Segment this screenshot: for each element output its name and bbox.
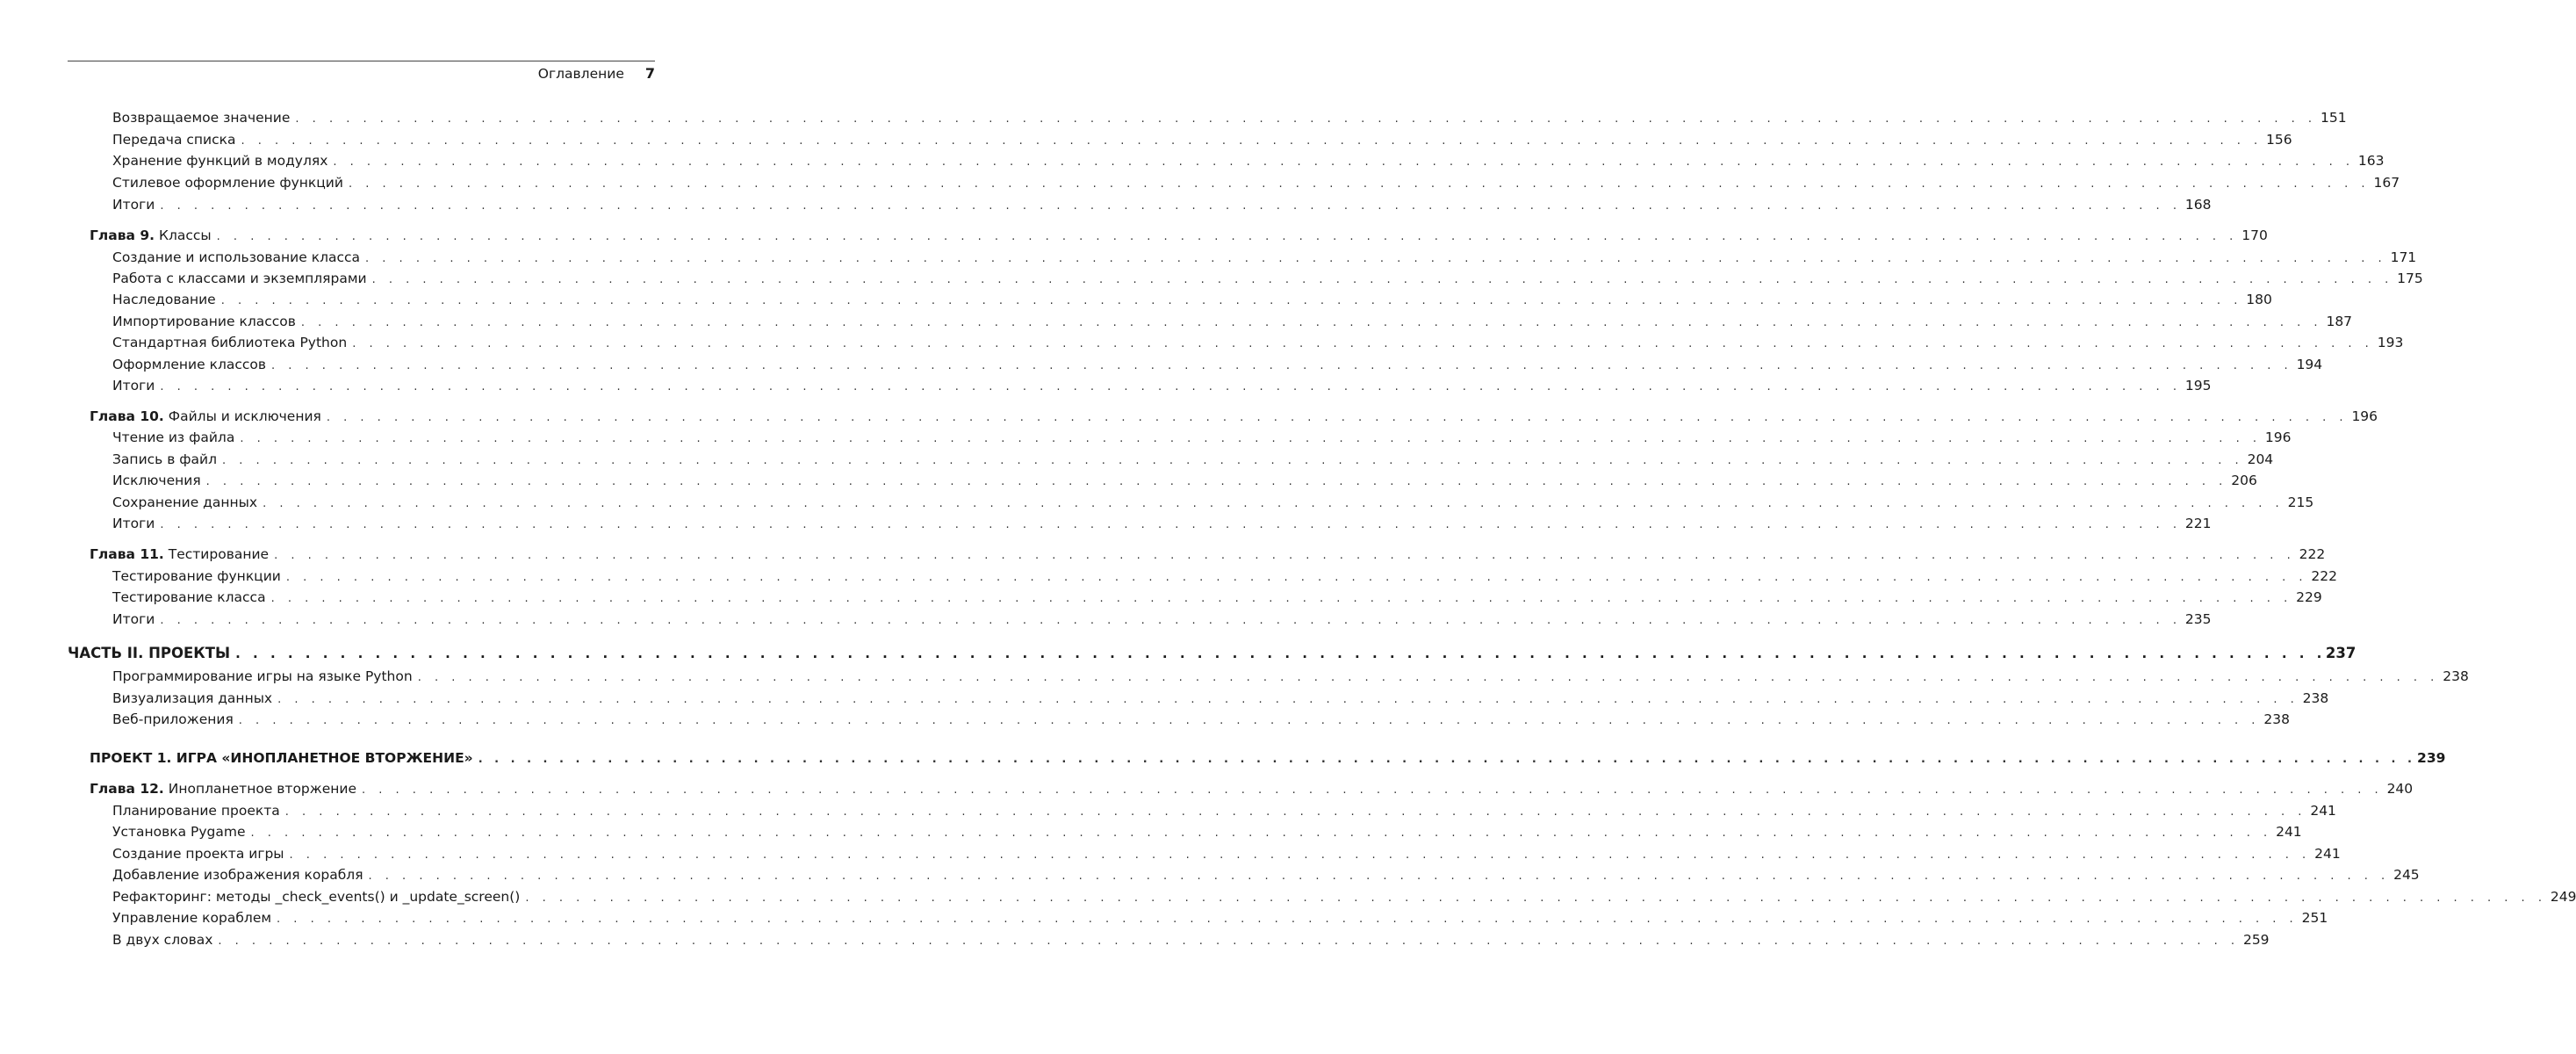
toc-page-number: 240 bbox=[2386, 781, 2414, 797]
toc-row bbox=[0, 801, 2336, 820]
toc-entry-lvl0[interactable] bbox=[90, 545, 2326, 566]
toc-page-number: 151 bbox=[2320, 110, 2347, 126]
toc-row bbox=[0, 195, 2212, 214]
toc-entry-lvl1[interactable] bbox=[112, 801, 2336, 822]
chapter-title: Тестирование bbox=[168, 546, 270, 562]
toc-page-number: 193 bbox=[2377, 335, 2404, 350]
dot-leader: . . . . . . . . . . . . . . . . . . . . . . . . . . . . . . . . . . . . . . . . . . . . . . . . . . . . . . . . . . . . . . . . . . . . . . . . . . . . . . . . . . . . . . . . . . . . . . . . . . . . . . . . . . . . . . . . . . . . . . . . bbox=[300, 316, 2323, 329]
toc-entry-title: Тестирование функции bbox=[112, 568, 281, 584]
toc-entry-project[interactable] bbox=[90, 748, 2446, 769]
dot-leader: . . . . . . . . . . . . . . . . . . . . . . . . . . . . . . . . . . . . . . . . . . . . . . . . . . . . . . . . . . . . . . . . . . . . . . . . . . . . . . . . . . . . . . . . . . . . . . . . . . . . . . . . . . . . . . . . . . . . . . . . bbox=[160, 380, 2182, 393]
toc-row bbox=[0, 710, 2290, 729]
toc-entry-title: Добавление изображения корабля bbox=[112, 867, 363, 883]
dot-leader: . . . . . . . . . . . . . . . . . . . . . . . . . . . . . . . . . . . . . . . . . . . . . . . . . . . . . . . . . . . . . . . . . . . . . . . . . . . . . . . . . . . . . . . . . . . . . . . . . . . . . . . . . . . . . . . . . . . . . . . . bbox=[368, 870, 2390, 883]
dot-leader: . . . . . . . . . . . . . . . . . . . . . . . . . . . . . . . . . . . . . . . . . . . . . . . . . . . . . . . . . . . . . . . . . . . . . . . . . . . . . . . . . . . . . . . . . . . . . . . . . . . . . . . . . . . . . . . . . . . . . . . . bbox=[478, 753, 2416, 766]
toc-row bbox=[0, 151, 2385, 170]
dot-leader: . . . . . . . . . . . . . . . . . . . . . . . . . . . . . . . . . . . . . . . . . . . . . . . . . . . . . . . . . . . . . . . . . . . . . . . . . . . . . . . . . . . . . . . . . . . . . . . . . . . . . . . . . . . . . . . . . . . . . . . . bbox=[160, 199, 2182, 213]
dot-leader: . . . . . . . . . . . . . . . . . . . . . . . . . . . . . . . . . . . . . . . . . . . . . . . . . . . . . . . . . . . . . . . . . . . . . . . . . . . . . . . . . . . . . . . . . . . . . . . . . . . . . . . . . . . . . . . . . . . . . . . . bbox=[365, 252, 2387, 265]
toc-entry-title: ЧАСТЬ II. ПРОЕКТЫ bbox=[68, 645, 231, 661]
toc-row bbox=[0, 930, 2270, 949]
toc-row bbox=[0, 290, 2272, 309]
toc-page-number: 206 bbox=[2231, 473, 2257, 488]
dot-leader: . . . . . . . . . . . . . . . . . . . . . . . . . . . . . . . . . . . . . . . . . . . . . . . . . . . . . . . . . . . . . . . . . . . . . . . . . . . . . . . . . . . . . . . . . . . . . . . . . . . . . . . . . . . . . . . . . . . . . . . . bbox=[277, 913, 2299, 926]
toc-entry-lvl1[interactable] bbox=[112, 588, 2322, 609]
toc-page-number: 187 bbox=[2326, 314, 2353, 329]
toc-entry-title: Программирование игры на языке Python bbox=[112, 668, 413, 684]
toc-entry-lvl0[interactable] bbox=[90, 407, 2378, 428]
dot-leader: . . . . . . . . . . . . . . . . . . . . . . . . . . . . . . . . . . . . . . . . . . . . . . . . . . . . . . . . . . . . . . . . . . . . . . . . . . . . . . . . . . . . . . . . . . . . . . . . . . . . . . . . . . . . . . . . . . . . . . . . bbox=[240, 432, 2262, 445]
toc-row bbox=[0, 376, 2212, 395]
toc-page-number: 251 bbox=[2301, 910, 2328, 926]
toc-row bbox=[0, 333, 2404, 352]
toc-row bbox=[0, 312, 2353, 331]
toc-page-number: 238 bbox=[2443, 668, 2469, 684]
toc-row bbox=[0, 779, 2414, 798]
toc-entry-lvl1[interactable] bbox=[112, 108, 2347, 129]
toc-page-number: 196 bbox=[2351, 408, 2378, 424]
chapter-title: Классы bbox=[158, 227, 212, 243]
toc-page-number: 171 bbox=[2390, 249, 2417, 265]
toc-row bbox=[0, 450, 2274, 469]
toc-entry-lvl1[interactable] bbox=[112, 822, 2302, 843]
toc-row bbox=[0, 644, 2357, 663]
toc-entry-lvl1[interactable] bbox=[112, 173, 2400, 194]
toc-entry-title: Хранение функций в модулях bbox=[112, 153, 328, 169]
toc-row bbox=[0, 689, 2329, 708]
toc-row bbox=[0, 269, 2423, 288]
toc-row bbox=[0, 407, 2378, 426]
toc-entry-lvl1[interactable] bbox=[112, 930, 2270, 951]
dot-leader: . . . . . . . . . . . . . . . . . . . . . . . . . . . . . . . . . . . . . . . . . . . . . . . . . . . . . . . . . . . . . . . . . . . . . . . . . . . . . . . . . . . . . . . . . . . . . . . . . . . . . . . . . . . . . . . . . . . . . . . . bbox=[160, 614, 2182, 627]
toc-entry-lvl1[interactable] bbox=[112, 151, 2385, 172]
toc-entry-title bbox=[90, 407, 327, 426]
toc-row bbox=[0, 865, 2420, 884]
toc-row bbox=[0, 610, 2212, 629]
toc-page-number: 229 bbox=[2296, 589, 2322, 605]
toc-page-number: 222 bbox=[2311, 568, 2338, 584]
toc-entry-lvl1[interactable] bbox=[112, 887, 2576, 908]
toc-page-number: 239 bbox=[2417, 750, 2446, 766]
toc-row bbox=[0, 887, 2576, 906]
toc-page-number: 238 bbox=[2302, 690, 2329, 706]
toc-page-number: 170 bbox=[2241, 227, 2268, 243]
chapter-label: Глава 10. bbox=[90, 408, 164, 424]
dot-leader: . . . . . . . . . . . . . . . . . . . . . . . . . . . . . . . . . . . . . . . . . . . . . . . . . . . . . . . . . . . . . . . . . . . . . . . . . . . . . . . . . . . . . . . . . . . . . . . . . . . . . . . . . . . . . . . . . . . . . . . . bbox=[277, 693, 2299, 706]
toc-entry-lvl1[interactable] bbox=[112, 667, 2469, 688]
dot-leader: . . . . . . . . . . . . . . . . . . . . . . . . . . . . . . . . . . . . . . . . . . . . . . . . . . . . . . . . . . . . . . . . . . . . . . . . . . . . . . . . . . . . . . . . . . . . . . . . . . . . . . . . . . . . . . . . . . . . . . . . bbox=[220, 294, 2242, 307]
toc-entry-title: Веб-приложения bbox=[112, 711, 234, 727]
toc-entry-title: Планирование проекта bbox=[112, 803, 280, 819]
toc-row bbox=[0, 130, 2292, 149]
toc-row bbox=[0, 822, 2302, 841]
toc-entry-title: Передача списка bbox=[112, 132, 236, 148]
toc-entry-title: Создание и использование класса bbox=[112, 249, 361, 265]
toc-entry-lvl1[interactable] bbox=[112, 908, 2328, 929]
toc-page-number: 222 bbox=[2299, 546, 2326, 562]
toc-page-number: 238 bbox=[2263, 711, 2290, 727]
dot-leader: . . . . . . . . . . . . . . . . . . . . . . . . . . . . . . . . . . . . . . . . . . . . . . . . . . . . . . . . . . . . . . . . . . . . . . . . . . . . . . . . . . . . . . . . . . . . . . . . . . . . . . . . . . . . . . . . . . . . . . . . bbox=[333, 155, 2355, 169]
toc-entry-title bbox=[90, 545, 274, 564]
toc-entry-lvl1[interactable] bbox=[112, 493, 2314, 514]
toc-entry-lvl1[interactable] bbox=[112, 269, 2423, 290]
toc-entry-title: В двух словах bbox=[112, 932, 213, 948]
toc-row bbox=[0, 226, 2268, 245]
dot-leader: . . . . . . . . . . . . . . . . . . . . . . . . . . . . . . . . . . . . . . . . . . . . . . . . . . . . . . . . . . . . . . . . . . . . . . . . . . . . . . . . . . . . . . . . . . . . . . . . . . . . . . . . . . . . . . . . . . . . . . . . bbox=[263, 497, 2285, 510]
toc-page-number: 237 bbox=[2325, 645, 2357, 661]
toc-page-number: 163 bbox=[2357, 153, 2385, 169]
toc-row bbox=[0, 844, 2341, 863]
dot-leader: . . . . . . . . . . . . . . . . . . . . . . . . . . . . . . . . . . . . . . . . . . . . . . . . . . . . . . . . . . . . . . . . . . . . . . . . . . . . . . . . . . . . . . . . . . . . . . . . . . . . . . . . . . . . . . . . . . . . . . . . bbox=[525, 892, 2547, 905]
toc-entry-title: Итоги bbox=[112, 197, 155, 213]
header-section-title: Оглавление bbox=[537, 66, 624, 82]
toc-page-number: 241 bbox=[2276, 824, 2302, 840]
toc-row bbox=[0, 588, 2322, 607]
toc-entry-lvl0[interactable] bbox=[90, 226, 2268, 247]
chapter-title: Инопланетное вторжение bbox=[168, 781, 357, 797]
dot-leader: . . . . . . . . . . . . . . . . . . . . . . . . . . . . . . . . . . . . . . . . . . . . . . . . . . . . . . . . . . . . . . . . . . . . . . . . . . . . . . . . . . . . . . . . . . . . . . . . . . . . . . . . . . . . . . . . . . . . . . . . bbox=[285, 571, 2308, 584]
toc-entry-title: Установка Pygame bbox=[112, 824, 246, 840]
toc-page-number: 195 bbox=[2184, 378, 2212, 393]
toc-row bbox=[0, 428, 2292, 447]
dot-leader: . . . . . . . . . . . . . . . . . . . . . . . . . . . . . . . . . . . . . . . . . . . . . . . . . . . . . . . . . . . . . . . . . . . . . . . . . . . . . . . . . . . . . . . . . . . . . . . . . . . . . . . . . . . . . . . . . . . . . . . . bbox=[348, 177, 2371, 191]
dot-leader: . . . . . . . . . . . . . . . . . . . . . . . . . . . . . . . . . . . . . . . . . . . . . . . . . . . . . . . . . . . . . . . . . . . . . . . . . . . . . . . . . . . . . . . . . . . . . . . . . . . . . . . . . . . . . . . . . . . . . . . . bbox=[326, 411, 2349, 424]
toc-page-number: 156 bbox=[2266, 132, 2292, 148]
toc-page-number: 249 bbox=[2550, 889, 2576, 905]
toc-page-number: 204 bbox=[2247, 451, 2274, 467]
toc-entry-lvl1[interactable] bbox=[112, 844, 2341, 865]
toc-row bbox=[0, 748, 2446, 768]
toc-entry-lvl1[interactable] bbox=[112, 865, 2420, 886]
toc-entry-title: Работа с классами и экземплярами bbox=[112, 271, 367, 286]
dot-leader: . . . . . . . . . . . . . . . . . . . . . . . . . . . . . . . . . . . . . . . . . . . . . . . . . . . . . . . . . . . . . . . . . . . . . . . . . . . . . . . . . . . . . . . . . . . . . . . . . . . . . . . . . . . . . . . . . . . . . . . . bbox=[274, 549, 2296, 562]
dot-leader: . . . . . . . . . . . . . . . . . . . . . . . . . . . . . . . . . . . . . . . . . . . . . . . . . . . . . . . . . . . . . . . . . . . . . . . . . . . . . . . . . . . . . . . . . . . . . . . . . . . . . . . . . . . . . . . . . . . . . . . . bbox=[284, 805, 2306, 819]
toc-entry-title bbox=[90, 226, 217, 245]
toc-entry-lvl1[interactable] bbox=[112, 471, 2257, 492]
dot-leader: . . . . . . . . . . . . . . . . . . . . . . . . . . . . . . . . . . . . . . . . . . . . . . . . . . . . . . . . . . . . . . . . . . . . . . . . . . . . . . . . . . . . . . . . . . . . . . . . . . . . . . . . . . . . . . . . . . . . . . . . bbox=[241, 134, 2263, 148]
toc-entry-title: Стандартная библиотека Python bbox=[112, 335, 348, 350]
toc-entry-lvl1[interactable] bbox=[112, 355, 2323, 376]
toc-entry-title: Сохранение данных bbox=[112, 495, 258, 510]
toc-entry-title: Стилевое оформление функций bbox=[112, 175, 343, 191]
toc-page-number: 245 bbox=[2393, 867, 2420, 883]
toc-row bbox=[0, 908, 2328, 928]
header-page-number: 7 bbox=[644, 65, 655, 82]
toc-row bbox=[0, 355, 2323, 374]
toc-entry-title: Наследование bbox=[112, 292, 216, 307]
toc-row bbox=[0, 545, 2326, 564]
toc-entry-title: Рефакторинг: методы _check_events() и _update_screen() bbox=[112, 889, 521, 905]
toc-entry-title: Управление кораблем bbox=[112, 910, 272, 926]
dot-leader: . . . . . . . . . . . . . . . . . . . . . . . . . . . . . . . . . . . . . . . . . . . . . . . . . . . . . . . . . . . . . . . . . . . . . . . . . . . . . . . . . . . . . . . . . . . . . . . . . . . . . . . . . . . . . . . . . . . . . . . . bbox=[295, 112, 2317, 126]
toc-entry-lvl1[interactable] bbox=[112, 428, 2292, 449]
toc-entry-title bbox=[90, 779, 362, 798]
toc-entry-title: Чтение из файла bbox=[112, 430, 235, 445]
toc-row bbox=[0, 248, 2417, 267]
toc-entry-lvl1[interactable] bbox=[112, 610, 2212, 631]
toc-entry-lvl0[interactable] bbox=[90, 779, 2414, 800]
dot-leader: . . . . . . . . . . . . . . . . . . . . . . . . . . . . . . . . . . . . . . . . . . . . . . . . . . . . . . . . . . . . . . . . . . . . . . . . . . . . . . . . . . . . . . . . . . . . . . . . . . . . . . . . . . . . . . . . . . . . . . . . bbox=[218, 935, 2240, 948]
chapter-label: Глава 9. bbox=[90, 227, 155, 243]
dot-leader: . . . . . . . . . . . . . . . . . . . . . . . . . . . . . . . . . . . . . . . . . . . . . . . . . . . . . . . . . . . . . . . . . . . . . . . . . . . . . . . . . . . . . . . . . . . . . . . . . . . . . . . . . . . . . . . . . . . . . . . . bbox=[216, 230, 2238, 243]
toc-page-number: 194 bbox=[2296, 357, 2323, 372]
dot-leader: . . . . . . . . . . . . . . . . . . . . . . . . . . . . . . . . . . . . . . . . . . . . . . . . . . . . . . . . . . . . . . . . . . . . . . . . . . . . . . . . . . . . . . . . . . . . . . . . . . . . . . . . . . . . . . . . . . . . . . . . bbox=[271, 359, 2293, 372]
dot-leader: . . . . . . . . . . . . . . . . . . . . . . . . . . . . . . . . . . . . . . . . . . . . . . . . . . . . . . . . . . . . . . . . . . . . . . . . . . . . . . . . . . . . . . . . . . . . . . . . . . . . . . . . . . . . . . . . . . . . . . . . bbox=[222, 454, 2244, 467]
toc-entry-title: Оформление классов bbox=[112, 357, 267, 372]
toc-row bbox=[0, 493, 2314, 512]
toc-row bbox=[0, 471, 2257, 490]
toc-row bbox=[0, 667, 2469, 686]
toc-entry-lvl1[interactable] bbox=[112, 195, 2212, 216]
toc-page-number: 196 bbox=[2264, 430, 2292, 445]
dot-leader: . . . . . . . . . . . . . . . . . . . . . . . . . . . . . . . . . . . . . . . . . . . . . . . . . . . . . . . . . . . . . . . . . . . . . . . . . . . . . . . . . . . . . . . . . . . . . . . . . . . . . . . . . . . . . . . . . . . . . . . . bbox=[362, 783, 2384, 797]
toc-entry-lvl1[interactable] bbox=[112, 567, 2338, 588]
toc-row bbox=[0, 567, 2338, 586]
toc-row bbox=[0, 173, 2400, 192]
toc-entry-title: Итоги bbox=[112, 378, 155, 393]
toc-entry-lvl1[interactable] bbox=[112, 333, 2404, 354]
dot-leader: . . . . . . . . . . . . . . . . . . . . . . . . . . . . . . . . . . . . . . . . . . . . . . . . . . . . . . . . . . . . . . . . . . . . . . . . . . . . . . . . . . . . . . . . . . . . . . . . . . . . . . . . . . . . . . . . . . . . . . . . bbox=[270, 592, 2292, 605]
toc-entry-lvl1[interactable] bbox=[112, 710, 2290, 731]
dot-leader: . . . . . . . . . . . . . . . . . . . . . . . . . . . . . . . . . . . . . . . . . . . . . . . . . . . . . . . . . . . . . . . . . . . . . . . . . . . . . . . . . . . . . . . . . . . . . . . . . . . . . . . . . . . . . . . . . . . . . . . . bbox=[235, 646, 2326, 661]
toc-entry-lvl1[interactable] bbox=[112, 514, 2212, 535]
dot-leader: . . . . . . . . . . . . . . . . . . . . . . . . . . . . . . . . . . . . . . . . . . . . . . . . . . . . . . . . . . . . . . . . . . . . . . . . . . . . . . . . . . . . . . . . . . . . . . . . . . . . . . . . . . . . . . . . . . . . . . . . bbox=[250, 827, 2272, 840]
toc-entry-title: Запись в файл bbox=[112, 451, 218, 467]
toc-page-number: 259 bbox=[2242, 932, 2270, 948]
toc-entry-lvl1[interactable] bbox=[112, 689, 2329, 710]
toc-page-number: 168 bbox=[2184, 197, 2212, 213]
toc-entry-lvl1[interactable] bbox=[112, 248, 2417, 269]
dot-leader: . . . . . . . . . . . . . . . . . . . . . . . . . . . . . . . . . . . . . . . . . . . . . . . . . . . . . . . . . . . . . . . . . . . . . . . . . . . . . . . . . . . . . . . . . . . . . . . . . . . . . . . . . . . . . . . . . . . . . . . . bbox=[205, 475, 2227, 488]
toc-page-number: 175 bbox=[2397, 271, 2423, 286]
dot-leader: . . . . . . . . . . . . . . . . . . . . . . . . . . . . . . . . . . . . . . . . . . . . . . . . . . . . . . . . . . . . . . . . . . . . . . . . . . . . . . . . . . . . . . . . . . . . . . . . . . . . . . . . . . . . . . . . . . . . . . . . bbox=[417, 671, 2439, 684]
toc-entry-title: Визуализация данных bbox=[112, 690, 273, 706]
dot-leader: . . . . . . . . . . . . . . . . . . . . . . . . . . . . . . . . . . . . . . . . . . . . . . . . . . . . . . . . . . . . . . . . . . . . . . . . . . . . . . . . . . . . . . . . . . . . . . . . . . . . . . . . . . . . . . . . . . . . . . . . bbox=[352, 337, 2374, 350]
toc-entry-lvl1[interactable] bbox=[112, 130, 2292, 151]
toc-page-number: 235 bbox=[2184, 611, 2212, 627]
dot-leader: . . . . . . . . . . . . . . . . . . . . . . . . . . . . . . . . . . . . . . . . . . . . . . . . . . . . . . . . . . . . . . . . . . . . . . . . . . . . . . . . . . . . . . . . . . . . . . . . . . . . . . . . . . . . . . . . . . . . . . . . bbox=[371, 273, 2393, 286]
toc-entry-title: ПРОЕКТ 1. ИГРА «ИНОПЛАНЕТНОЕ ВТОРЖЕНИЕ» bbox=[90, 750, 473, 766]
toc-entry-part[interactable] bbox=[68, 644, 2357, 663]
toc-page-number: 221 bbox=[2184, 516, 2212, 531]
toc-entry-title: Создание проекта игры bbox=[112, 846, 284, 862]
chapter-label: Глава 12. bbox=[90, 781, 164, 797]
toc-entry-lvl1[interactable] bbox=[112, 312, 2353, 333]
chapter-label: Глава 11. bbox=[90, 546, 164, 562]
toc-page-number: 167 bbox=[2373, 175, 2400, 191]
toc-entry-lvl1[interactable] bbox=[112, 376, 2212, 397]
toc-entry-title: Тестирование класса bbox=[112, 589, 266, 605]
toc-entry-title: Итоги bbox=[112, 611, 155, 627]
toc-page-number: 215 bbox=[2287, 495, 2314, 510]
chapter-title: Файлы и исключения bbox=[168, 408, 321, 424]
toc-entry-title: Импортирование классов bbox=[112, 314, 296, 329]
toc-row bbox=[0, 108, 2347, 127]
toc-entry-title: Исключения bbox=[112, 473, 201, 488]
toc-page-number: 180 bbox=[2246, 292, 2272, 307]
dot-leader: . . . . . . . . . . . . . . . . . . . . . . . . . . . . . . . . . . . . . . . . . . . . . . . . . . . . . . . . . . . . . . . . . . . . . . . . . . . . . . . . . . . . . . . . . . . . . . . . . . . . . . . . . . . . . . . . . . . . . . . . bbox=[160, 518, 2182, 531]
toc-entry-title: Возвращаемое значение bbox=[112, 110, 291, 126]
dot-leader: . . . . . . . . . . . . . . . . . . . . . . . . . . . . . . . . . . . . . . . . . . . . . . . . . . . . . . . . . . . . . . . . . . . . . . . . . . . . . . . . . . . . . . . . . . . . . . . . . . . . . . . . . . . . . . . . . . . . . . . . bbox=[238, 714, 2260, 727]
toc-entry-title: Итоги bbox=[112, 516, 155, 531]
toc-entry-lvl1[interactable] bbox=[112, 290, 2272, 311]
toc-row bbox=[0, 514, 2212, 533]
dot-leader: . . . . . . . . . . . . . . . . . . . . . . . . . . . . . . . . . . . . . . . . . . . . . . . . . . . . . . . . . . . . . . . . . . . . . . . . . . . . . . . . . . . . . . . . . . . . . . . . . . . . . . . . . . . . . . . . . . . . . . . . bbox=[289, 848, 2311, 862]
toc-entry-lvl1[interactable] bbox=[112, 450, 2274, 471]
running-header bbox=[538, 65, 655, 82]
toc-page-number: 241 bbox=[2314, 846, 2341, 862]
toc-page-number: 241 bbox=[2310, 803, 2336, 819]
